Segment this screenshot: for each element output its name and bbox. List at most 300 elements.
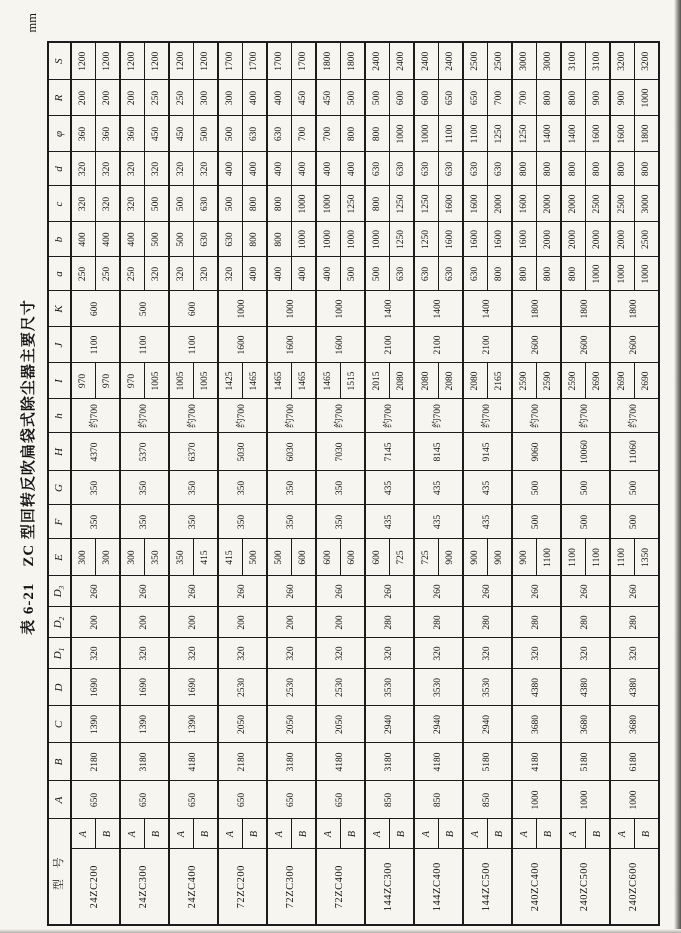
value-cell-D1: 320	[610, 638, 659, 669]
value-cell-phi: 1100	[463, 116, 488, 152]
value-cell-d: 800	[634, 152, 659, 186]
value-cell-c: 800	[365, 186, 390, 222]
value-cell-phi: 700	[316, 116, 341, 152]
value-cell-a: 250	[95, 257, 120, 291]
value-cell-b: 1600	[463, 222, 488, 257]
value-cell-C: 2940	[365, 706, 414, 743]
value-cell-B: 3180	[267, 743, 316, 781]
variant-cell: B	[438, 819, 463, 849]
value-cell-c: 1600	[463, 186, 488, 222]
value-cell-b: 630	[193, 222, 218, 257]
value-cell-I: 2690	[585, 363, 610, 399]
value-cell-d: 800	[585, 152, 610, 186]
value-cell-h: 约700	[463, 399, 512, 433]
table-row	[71, 42, 96, 925]
value-cell-F: 350	[267, 505, 316, 539]
value-cell-H: 11060	[610, 433, 659, 471]
value-cell-I: 2080	[463, 363, 488, 399]
value-cell-K: 1000	[267, 291, 316, 327]
value-cell-A: 850	[414, 781, 463, 819]
value-cell-R: 500	[340, 80, 365, 116]
value-cell-phi: 800	[365, 116, 390, 152]
value-cell-K: 600	[71, 291, 120, 327]
value-cell-E: 350	[169, 539, 194, 576]
value-cell-B: 4180	[414, 743, 463, 781]
value-cell-D1: 320	[218, 638, 267, 669]
variant-cell: B	[193, 819, 218, 849]
value-cell-A: 850	[365, 781, 414, 819]
value-cell-a: 400	[291, 257, 316, 291]
value-cell-a: 1000	[610, 257, 635, 291]
column-header-h: h	[48, 399, 71, 433]
value-cell-d: 320	[144, 152, 169, 186]
title-row	[11, 7, 45, 927]
value-cell-J: 1600	[267, 327, 316, 363]
value-cell-h: 约700	[561, 399, 610, 433]
value-cell-K: 1800	[512, 291, 561, 327]
value-cell-A: 650	[169, 781, 218, 819]
value-cell-d: 800	[610, 152, 635, 186]
value-cell-D2: 280	[463, 607, 512, 638]
model-column-header: 型 号	[48, 819, 71, 925]
value-cell-E: 900	[438, 539, 463, 576]
value-cell-E: 1100	[610, 539, 635, 576]
value-cell-D1: 320	[316, 638, 365, 669]
table-row	[512, 42, 537, 925]
value-cell-A: 650	[71, 781, 120, 819]
value-cell-H: 7030	[316, 433, 365, 471]
rotated-table-page	[11, 7, 671, 927]
table-row	[218, 42, 243, 925]
value-cell-I: 2590	[561, 363, 586, 399]
value-cell-R: 700	[487, 80, 512, 116]
value-cell-S: 3200	[634, 42, 659, 80]
value-cell-D2: 200	[169, 607, 218, 638]
value-cell-b: 400	[120, 222, 145, 257]
value-cell-D3: 260	[365, 576, 414, 607]
value-cell-R: 650	[438, 80, 463, 116]
column-header-E: E	[48, 539, 71, 576]
value-cell-phi: 1000	[389, 116, 414, 152]
column-header-K: K	[48, 291, 71, 327]
page-title: 表 6-21 ZC 型回转反吹扁袋式除尘器主要尺寸	[20, 298, 37, 635]
value-cell-a: 630	[389, 257, 414, 291]
value-cell-b: 1000	[340, 222, 365, 257]
value-cell-S: 1700	[242, 42, 267, 80]
value-cell-S: 3100	[561, 42, 586, 80]
value-cell-c: 2000	[487, 186, 512, 222]
value-cell-c: 320	[120, 186, 145, 222]
variant-cell: B	[585, 819, 610, 849]
value-cell-C: 3680	[610, 706, 659, 743]
value-cell-J: 2600	[610, 327, 659, 363]
value-cell-A: 650	[267, 781, 316, 819]
value-cell-I: 2080	[438, 363, 463, 399]
value-cell-c: 630	[193, 186, 218, 222]
value-cell-F: 500	[610, 505, 659, 539]
value-cell-B: 2180	[218, 743, 267, 781]
value-cell-E: 900	[463, 539, 488, 576]
value-cell-a: 500	[365, 257, 390, 291]
model-name-cell: 144ZC400	[414, 849, 463, 925]
value-cell-B: 4180	[512, 743, 561, 781]
value-cell-a: 630	[414, 257, 439, 291]
value-cell-R: 300	[193, 80, 218, 116]
value-cell-I: 2165	[487, 363, 512, 399]
value-cell-phi: 1600	[610, 116, 635, 152]
table-row	[463, 42, 488, 925]
value-cell-D2: 200	[71, 607, 120, 638]
value-cell-S: 3200	[610, 42, 635, 80]
value-cell-h: 约700	[365, 399, 414, 433]
value-cell-K: 1800	[561, 291, 610, 327]
value-cell-h: 约700	[316, 399, 365, 433]
value-cell-I: 970	[95, 363, 120, 399]
value-cell-phi: 1000	[414, 116, 439, 152]
value-cell-d: 400	[316, 152, 341, 186]
value-cell-E: 1100	[585, 539, 610, 576]
value-cell-H: 8145	[414, 433, 463, 471]
value-cell-a: 400	[267, 257, 292, 291]
value-cell-E: 1100	[536, 539, 561, 576]
value-cell-E: 725	[389, 539, 414, 576]
value-cell-I: 2690	[634, 363, 659, 399]
value-cell-G: 350	[218, 471, 267, 505]
variant-cell: A	[267, 819, 292, 849]
value-cell-b: 800	[267, 222, 292, 257]
value-cell-E: 600	[365, 539, 390, 576]
value-cell-a: 800	[536, 257, 561, 291]
value-cell-C: 2940	[414, 706, 463, 743]
value-cell-S: 1200	[95, 42, 120, 80]
value-cell-h: 约700	[267, 399, 316, 433]
value-cell-phi: 1100	[438, 116, 463, 152]
value-cell-b: 400	[95, 222, 120, 257]
value-cell-d: 320	[71, 152, 96, 186]
value-cell-c: 1250	[389, 186, 414, 222]
value-cell-S: 1200	[144, 42, 169, 80]
value-cell-E: 300	[120, 539, 145, 576]
variant-cell: A	[71, 819, 96, 849]
value-cell-b: 630	[218, 222, 243, 257]
variant-cell: A	[463, 819, 488, 849]
value-cell-D2: 200	[267, 607, 316, 638]
value-cell-S: 2500	[463, 42, 488, 80]
value-cell-F: 500	[512, 505, 561, 539]
value-cell-b: 2000	[536, 222, 561, 257]
value-cell-c: 500	[218, 186, 243, 222]
value-cell-S: 1200	[120, 42, 145, 80]
value-cell-R: 300	[218, 80, 243, 116]
model-name-cell: 240ZC500	[561, 849, 610, 925]
value-cell-R: 200	[120, 80, 145, 116]
unit-label: mm	[24, 12, 39, 32]
value-cell-G: 435	[414, 471, 463, 505]
page-edge-shadow-right	[674, 0, 681, 933]
value-cell-a: 250	[71, 257, 96, 291]
value-cell-S: 1200	[193, 42, 218, 80]
value-cell-I: 970	[120, 363, 145, 399]
value-cell-a: 320	[218, 257, 243, 291]
value-cell-S: 2400	[414, 42, 439, 80]
value-cell-F: 435	[365, 505, 414, 539]
value-cell-D3: 260	[512, 576, 561, 607]
value-cell-F: 350	[316, 505, 365, 539]
value-cell-phi: 500	[218, 116, 243, 152]
value-cell-E: 350	[144, 539, 169, 576]
value-cell-H: 9060	[512, 433, 561, 471]
value-cell-J: 2100	[463, 327, 512, 363]
value-cell-I: 1465	[267, 363, 292, 399]
value-cell-a: 630	[463, 257, 488, 291]
table-row	[169, 42, 194, 925]
value-cell-C: 2050	[316, 706, 365, 743]
column-header-D2: $D_2$	[48, 607, 71, 638]
value-cell-D: 3530	[365, 669, 414, 706]
value-cell-D: 2530	[218, 669, 267, 706]
value-cell-d: 630	[463, 152, 488, 186]
value-cell-E: 415	[218, 539, 243, 576]
value-cell-D1: 320	[71, 638, 120, 669]
value-cell-D2: 200	[218, 607, 267, 638]
value-cell-J: 2600	[512, 327, 561, 363]
value-cell-J: 1600	[316, 327, 365, 363]
value-cell-b: 1250	[389, 222, 414, 257]
column-header-S: S	[48, 42, 71, 80]
value-cell-D3: 260	[169, 576, 218, 607]
value-cell-H: 5030	[218, 433, 267, 471]
value-cell-a: 800	[512, 257, 537, 291]
value-cell-D1: 320	[512, 638, 561, 669]
value-cell-d: 320	[120, 152, 145, 186]
value-cell-I: 2080	[414, 363, 439, 399]
value-cell-E: 1100	[561, 539, 586, 576]
value-cell-C: 2940	[463, 706, 512, 743]
table-row	[316, 42, 341, 925]
value-cell-D3: 260	[218, 576, 267, 607]
value-cell-S: 1700	[218, 42, 243, 80]
value-cell-A: 650	[218, 781, 267, 819]
value-cell-phi: 360	[120, 116, 145, 152]
value-cell-D1: 320	[463, 638, 512, 669]
value-cell-h: 约700	[610, 399, 659, 433]
value-cell-a: 320	[169, 257, 194, 291]
column-header-D1: $D_1$	[48, 638, 71, 669]
column-header-R: R	[48, 80, 71, 116]
model-name-cell: 24ZC400	[169, 849, 218, 925]
value-cell-D: 3530	[414, 669, 463, 706]
value-cell-a: 1000	[585, 257, 610, 291]
value-cell-d: 630	[438, 152, 463, 186]
column-header-b: b	[48, 222, 71, 257]
table-row	[610, 42, 635, 925]
value-cell-D2: 280	[365, 607, 414, 638]
value-cell-c: 2000	[536, 186, 561, 222]
value-cell-D: 4380	[512, 669, 561, 706]
value-cell-S: 3100	[585, 42, 610, 80]
variant-cell: A	[365, 819, 390, 849]
value-cell-G: 350	[120, 471, 169, 505]
value-cell-d: 630	[487, 152, 512, 186]
model-name-cell: 72ZC200	[218, 849, 267, 925]
value-cell-K: 1400	[365, 291, 414, 327]
header-row	[48, 42, 71, 925]
variant-cell: A	[512, 819, 537, 849]
value-cell-D: 3530	[463, 669, 512, 706]
value-cell-D1: 320	[561, 638, 610, 669]
value-cell-S: 3000	[512, 42, 537, 80]
value-cell-b: 500	[144, 222, 169, 257]
value-cell-R: 1000	[634, 80, 659, 116]
value-cell-b: 400	[71, 222, 96, 257]
value-cell-D3: 260	[267, 576, 316, 607]
value-cell-H: 4370	[71, 433, 120, 471]
value-cell-D3: 260	[561, 576, 610, 607]
value-cell-S: 1800	[340, 42, 365, 80]
value-cell-phi: 700	[291, 116, 316, 152]
value-cell-E: 600	[316, 539, 341, 576]
value-cell-D3: 260	[414, 576, 463, 607]
value-cell-R: 200	[71, 80, 96, 116]
value-cell-d: 320	[169, 152, 194, 186]
variant-cell: A	[169, 819, 194, 849]
value-cell-S: 1700	[291, 42, 316, 80]
value-cell-S: 2400	[438, 42, 463, 80]
value-cell-a: 500	[340, 257, 365, 291]
value-cell-F: 350	[218, 505, 267, 539]
value-cell-h: 约700	[169, 399, 218, 433]
value-cell-E: 415	[193, 539, 218, 576]
variant-cell: A	[218, 819, 243, 849]
variant-cell: A	[316, 819, 341, 849]
value-cell-phi: 450	[169, 116, 194, 152]
value-cell-c: 1600	[512, 186, 537, 222]
value-cell-phi: 1250	[487, 116, 512, 152]
value-cell-H: 6030	[267, 433, 316, 471]
value-cell-G: 350	[71, 471, 120, 505]
value-cell-D2: 200	[316, 607, 365, 638]
value-cell-K: 600	[169, 291, 218, 327]
value-cell-h: 约700	[71, 399, 120, 433]
value-cell-d: 400	[267, 152, 292, 186]
value-cell-E: 600	[291, 539, 316, 576]
value-cell-B: 6180	[610, 743, 659, 781]
value-cell-I: 2590	[536, 363, 561, 399]
value-cell-D1: 320	[365, 638, 414, 669]
value-cell-c: 2000	[561, 186, 586, 222]
value-cell-d: 630	[389, 152, 414, 186]
column-header-D3: $D_3$	[48, 576, 71, 607]
variant-cell: B	[144, 819, 169, 849]
dimension-table	[47, 41, 660, 926]
page-edge-shadow-bottom	[0, 929, 681, 933]
value-cell-d: 630	[365, 152, 390, 186]
value-cell-R: 250	[144, 80, 169, 116]
value-cell-d: 320	[95, 152, 120, 186]
value-cell-phi: 1400	[536, 116, 561, 152]
value-cell-C: 2050	[267, 706, 316, 743]
value-cell-d: 800	[561, 152, 586, 186]
value-cell-J: 1600	[218, 327, 267, 363]
value-cell-H: 10060	[561, 433, 610, 471]
value-cell-phi: 500	[193, 116, 218, 152]
value-cell-G: 500	[610, 471, 659, 505]
value-cell-D1: 320	[120, 638, 169, 669]
value-cell-E: 725	[414, 539, 439, 576]
value-cell-R: 500	[365, 80, 390, 116]
value-cell-d: 400	[242, 152, 267, 186]
value-cell-A: 1000	[561, 781, 610, 819]
value-cell-c: 800	[267, 186, 292, 222]
value-cell-D3: 260	[610, 576, 659, 607]
value-cell-K: 1400	[414, 291, 463, 327]
value-cell-C: 1390	[169, 706, 218, 743]
value-cell-A: 1000	[610, 781, 659, 819]
value-cell-S: 1200	[169, 42, 194, 80]
value-cell-a: 1000	[634, 257, 659, 291]
value-cell-phi: 1800	[634, 116, 659, 152]
column-header-d: d	[48, 152, 71, 186]
variant-cell: A	[120, 819, 145, 849]
value-cell-phi: 630	[267, 116, 292, 152]
value-cell-H: 5370	[120, 433, 169, 471]
table-row	[120, 42, 145, 925]
value-cell-C: 1390	[120, 706, 169, 743]
value-cell-H: 7145	[365, 433, 414, 471]
value-cell-G: 500	[512, 471, 561, 505]
model-name-cell: 24ZC200	[71, 849, 120, 925]
model-name-cell: 24ZC300	[120, 849, 169, 925]
value-cell-c: 500	[144, 186, 169, 222]
value-cell-c: 320	[71, 186, 96, 222]
value-cell-J: 1100	[120, 327, 169, 363]
value-cell-phi: 1600	[585, 116, 610, 152]
value-cell-c: 1250	[340, 186, 365, 222]
value-cell-a: 400	[316, 257, 341, 291]
value-cell-J: 2100	[365, 327, 414, 363]
value-cell-F: 500	[561, 505, 610, 539]
value-cell-D3: 260	[71, 576, 120, 607]
value-cell-G: 350	[316, 471, 365, 505]
variant-cell: B	[291, 819, 316, 849]
value-cell-I: 2080	[389, 363, 414, 399]
value-cell-A: 650	[316, 781, 365, 819]
variant-cell: A	[414, 819, 439, 849]
value-cell-phi: 630	[242, 116, 267, 152]
value-cell-a: 320	[144, 257, 169, 291]
table-row	[561, 42, 586, 925]
value-cell-E: 600	[340, 539, 365, 576]
value-cell-D: 2530	[316, 669, 365, 706]
value-cell-phi: 1400	[561, 116, 586, 152]
value-cell-phi: 450	[144, 116, 169, 152]
value-cell-H: 9145	[463, 433, 512, 471]
value-cell-R: 600	[389, 80, 414, 116]
value-cell-R: 600	[414, 80, 439, 116]
value-cell-B: 5180	[463, 743, 512, 781]
value-cell-d: 400	[291, 152, 316, 186]
value-cell-D: 4380	[610, 669, 659, 706]
value-cell-C: 1390	[71, 706, 120, 743]
value-cell-R: 450	[316, 80, 341, 116]
model-name-cell: 144ZC300	[365, 849, 414, 925]
value-cell-b: 2000	[585, 222, 610, 257]
value-cell-A: 650	[120, 781, 169, 819]
value-cell-E: 500	[242, 539, 267, 576]
value-cell-K: 1000	[316, 291, 365, 327]
column-header-phi: φ	[48, 116, 71, 152]
value-cell-G: 350	[267, 471, 316, 505]
